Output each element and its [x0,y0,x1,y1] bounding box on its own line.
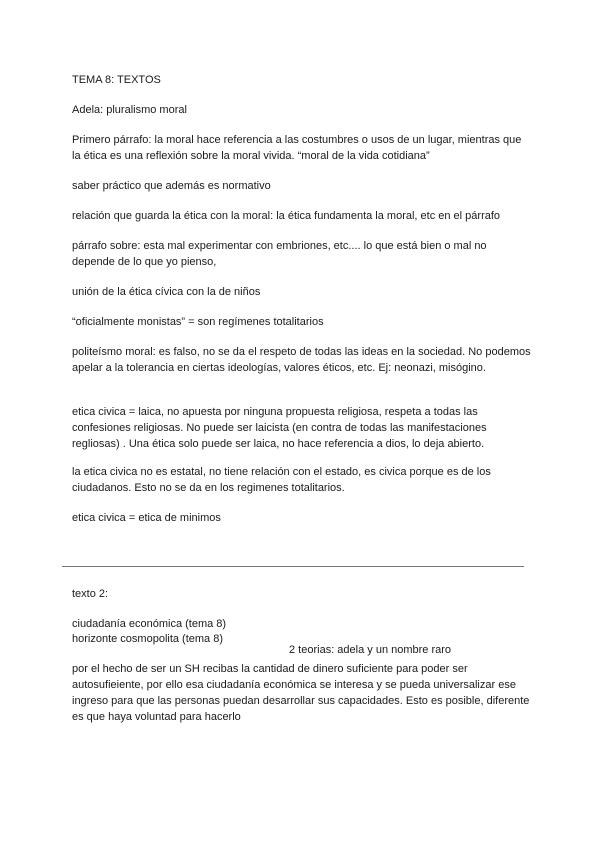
paragraph-8: etica civica = laica, no apuesta por ninguna propuesta religiosa, respeta a todas las confesiones religiosas. No puede ser laicista (en contra de todas las manifestaciones regliosas) . Una ética solo puede ser laica, no hace referencia a dios, lo deja abierto. [72,406,487,450]
paragraph-2: saber práctico que además es normativo [72,180,271,192]
section2-heading: texto 2: [72,588,109,600]
paragraph-9: la etica civica no es estatal, no tiene relación con el estado, es civica porque es de los ciudadanos. Esto no se da en los regimenes totalitarios. [72,466,491,494]
paragraph-5: unión de la ética cívica con la de niños [72,286,261,298]
paragraph-10: etica civica = etica de minimos [72,512,221,524]
paragraph-1: Primero párrafo: la moral hace referencia a las costumbres o usos de un lugar, mientras que la ética es una reflexión sobre la moral vivida. “moral de la vida cotidiana” [72,134,522,162]
paragraph-3: relación que guarda la ética con la moral: la ética fundamenta la moral, etc en el párrafo [72,210,501,222]
section2-side-note: 2 teorias: adela y un nombre raro [289,644,452,656]
horizontal-divider [62,566,524,567]
paragraph-4: párrafo sobre: esta mal experimentar con embriones, etc.... lo que está bien o mal no depende de lo que yo pienso, [72,240,487,268]
paragraph-7: politeísmo moral: es falso, no se da el respeto de todas las ideas en la sociedad. No podemos apelar a la tolerancia en ciertas ideologías, valores éticos, etc. Ej: neonazi, misógino. [72,346,531,374]
document-title: TEMA 8: TEXTOS [72,74,161,86]
section1-subtitle: Adela: pluralismo moral [72,104,187,116]
section2-paragraph: por el hecho de ser un SH recibas la cantidad de dinero suficiente para poder ser autosufieiente, por ello esa ciudadanía económica se interesa y se pueda universalizar ese ingreso para que las personas puedan desarrollar sus capacidades. Esto es posible, diferente es que haya voluntad para hacerlo [72,663,530,723]
paragraph-6: “oficialmente monistas” = son regímenes totalitarios [72,316,324,328]
section2-line-1: ciudadanía económica (tema 8) [72,618,227,630]
section2-line-2: horizonte cosmopolita (tema 8) [72,633,224,645]
